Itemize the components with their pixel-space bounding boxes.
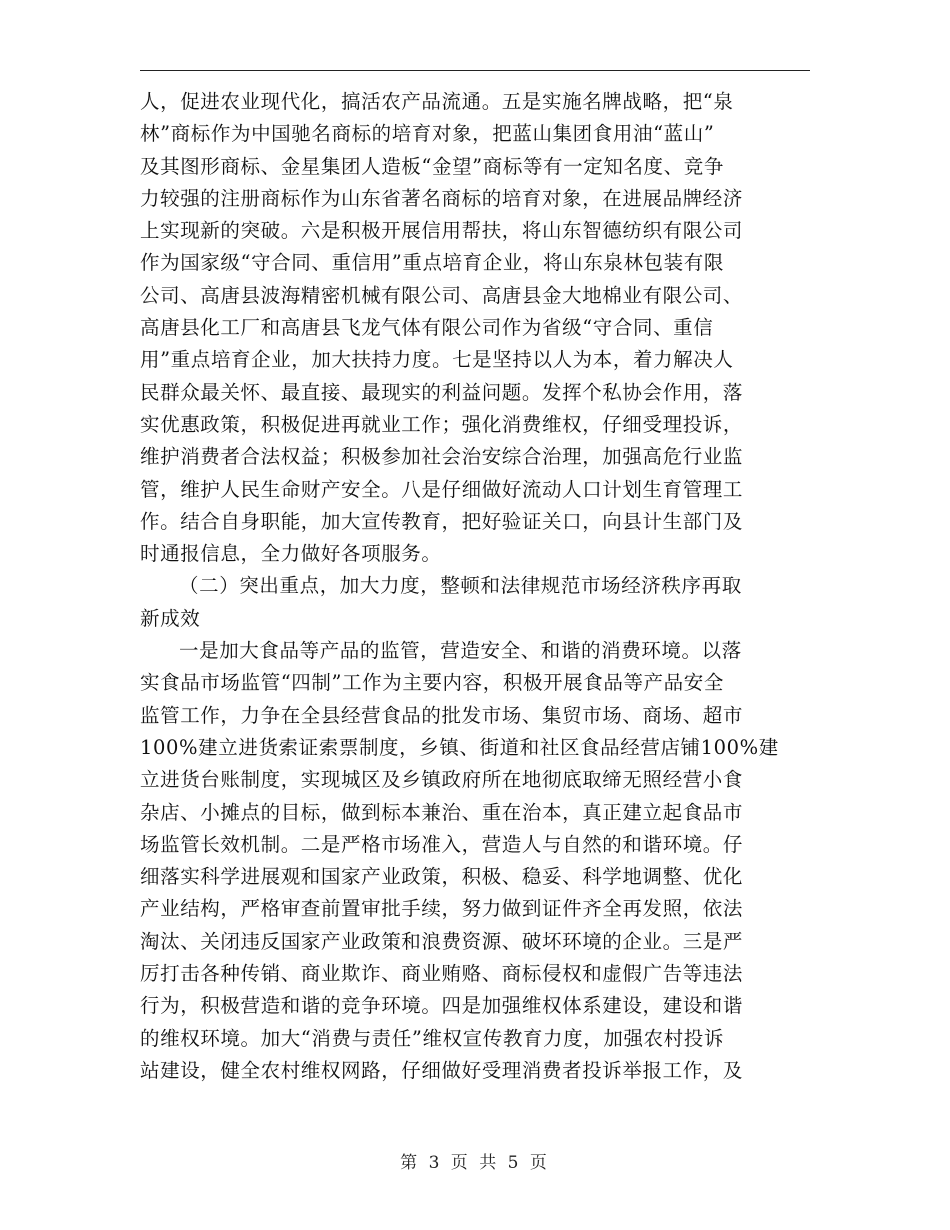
text-line: 力较强的注册商标作为山东省著名商标的培育对象，在进展品牌经济 <box>140 186 744 210</box>
text-line: 上实现新的突破。六是积极开展信用帮扶，将山东智德纺织有限公司 <box>140 219 744 243</box>
text-line: 监管工作，力争在全县经营食品的批发市场、集贸市场、商场、超市 <box>140 703 744 727</box>
document-body <box>140 86 812 1087</box>
text-line: 实优惠政策，积极促进再就业工作；强化消费维权，仔细受理投诉， <box>140 412 744 436</box>
text-line: 公司、高唐县波海精密机械有限公司、高唐县金大地棉业有限公司、 <box>140 283 744 307</box>
text-line: 的维权环境。加大“消费与责任”维权宣传教育力度，加强农村投诉 <box>140 1026 724 1050</box>
text-line: 厉打击各种传销、商业欺诈、商业贿赂、商标侵权和虚假广告等违法 <box>140 962 744 986</box>
text-line: 民群众最关怀、最直接、最现实的利益问题。发挥个私协会作用，落 <box>140 380 744 404</box>
text-line: 实食品市场监管“四制”工作为主要内容，积极开展食品等产品安全 <box>140 671 724 695</box>
text-line: 行为，积极营造和谐的竞争环境。四是加强维权体系建设，建设和谐 <box>140 994 744 1018</box>
text-line: 立进货台账制度，实现城区及乡镇政府所在地彻底取缔无照经营小食 <box>140 768 744 792</box>
text-line: 作。结合自身职能，加大宣传教育，把好验证关口，向县计生部门及 <box>140 509 744 533</box>
text-line: 一是加大食品等产品的监管，营造安全、和谐的消费环境。以落 <box>179 639 742 663</box>
text-line: 高唐县化工厂和高唐县飞龙气体有限公司作为省级“守合同、重信 <box>140 316 714 340</box>
text-line: 产业结构，严格审查前置审批手续，努力做到证件齐全再发照，依法 <box>140 897 744 921</box>
page-number: 第 3 页 共 5 页 <box>400 1153 550 1173</box>
header-rule <box>140 70 810 71</box>
text-line: 淘汰、关闭违反国家产业政策和浪费资源、破坏环境的企业。三是严 <box>140 929 744 953</box>
text-line: （二）突出重点，加大力度，整顿和法律规范市场经济秩序再取 <box>179 574 742 598</box>
text-line: 100%建立进货索证索票制度，乡镇、街道和社区食品经营店铺100%建 <box>140 735 779 759</box>
text-line: 及其图形商标、金星集团人造板“金望”商标等有一定知名度、竞争 <box>140 154 724 178</box>
text-line: 用”重点培育企业，加大扶持力度。七是坚持以人为本，着力解决人 <box>140 348 734 372</box>
text-line: 时通报信息，全力做好各项服务。 <box>140 542 442 566</box>
text-line: 场监管长效机制。二是严格市场准入，营造人与自然的和谐环境。仔 <box>140 832 744 856</box>
text-line: 细落实科学进展观和国家产业政策，积极、稳妥、科学地调整、优化 <box>140 865 744 889</box>
text-line: 新成效 <box>140 606 201 630</box>
text-line: 站建设，健全农村维权网路，仔细做好受理消费者投诉举报工作，及 <box>140 1058 744 1082</box>
text-line: 维护消费者合法权益；积极参加社会治安综合治理，加强高危行业监 <box>140 445 744 469</box>
text-line: 管，维护人民生命财产安全。八是仔细做好流动人口计划生育管理工 <box>140 477 744 501</box>
text-line: 杂店、小摊点的目标，做到标本兼治、重在治本，真正建立起食品市 <box>140 800 744 824</box>
text-line: 林”商标作为中国驰名商标的培育对象，把蓝山集团食用油“蓝山” <box>140 122 715 146</box>
text-line: 人，促进农业现代化，搞活农产品流通。五是实施名牌战略，把“泉 <box>140 90 734 113</box>
text-line: 作为国家级“守合同、重信用”重点培育企业，将山东泉林包装有限 <box>140 251 724 275</box>
